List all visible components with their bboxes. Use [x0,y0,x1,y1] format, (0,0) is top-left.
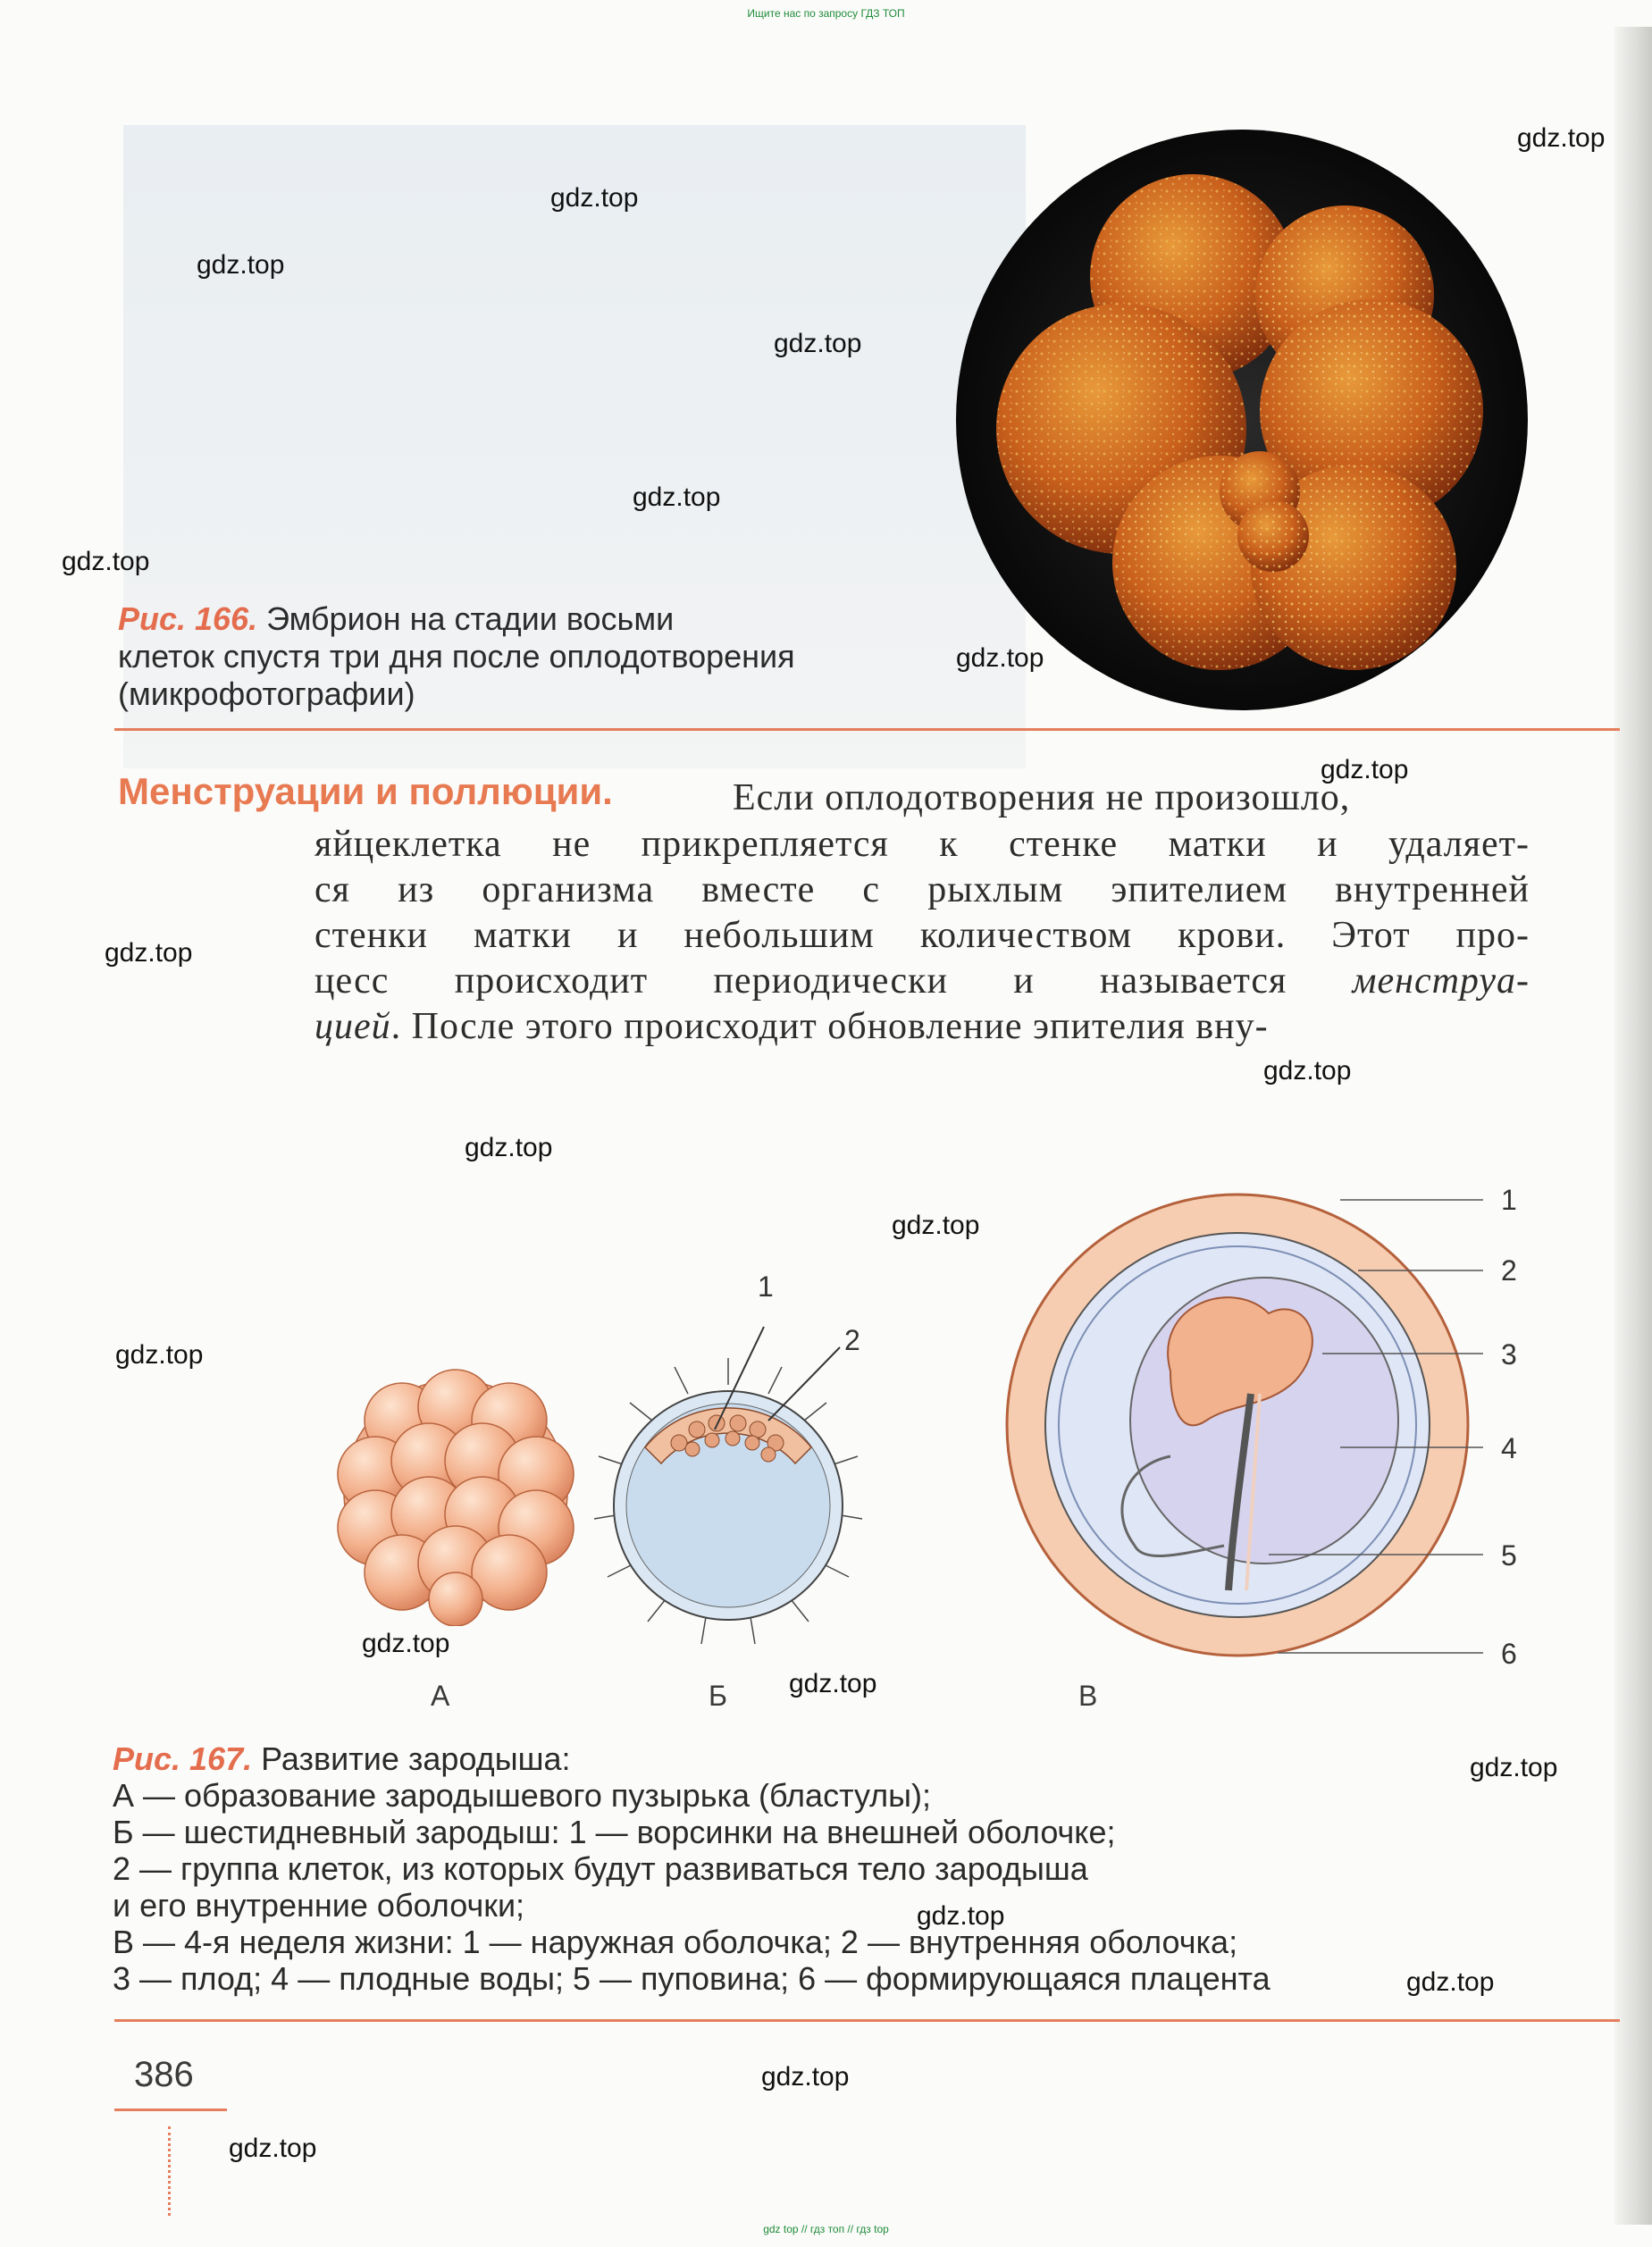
figure167-v-number-4: 4 [1501,1432,1517,1464]
term-menstruation-a: менструа- [1352,960,1530,1002]
watermark: gdz.top [465,1133,553,1162]
figure167-title: Развитие зародыша: [261,1740,571,1777]
body-line-3: стенки матки и небольшим количеством крови. Этот про- [314,915,1530,956]
watermark: gdz.top [1406,1967,1495,1997]
figure166-embryo-image [952,125,1532,715]
figure167-b-diagram [581,1304,876,1662]
figure167-letter-a: А [431,1680,450,1712]
section-body [314,822,1530,1050]
figure167-letter-b: Б [709,1680,727,1712]
page-number-underline [114,2109,227,2111]
body-line-4: цесс происходит периодически и называется менструа- [314,960,1530,1002]
figure167-b-number-2: 2 [844,1324,860,1356]
figure167-label: Рис. 167. [113,1740,253,1777]
section-first-line: Если оплодотворения не произошло, [733,777,1351,818]
figure167-a-diagram [322,1358,590,1626]
figure166-caption [118,600,922,713]
watermark: gdz.top [1263,1056,1352,1086]
figure166-caption-line2: клеток спустя три дня после оплодотворения [118,638,795,675]
figure167-b-number-1: 1 [758,1270,774,1303]
divider-top [114,728,1620,731]
figure167-v-number-3: 3 [1501,1338,1517,1371]
figure167-line-5: В — 4-я неделя жизни: 1 — наружная оболочка; 2 — внутренняя оболочка; [113,1924,1238,1960]
figure167-v-number-5: 5 [1501,1539,1517,1572]
watermark: gdz.top [62,547,150,576]
page-number: 386 [134,2055,194,2094]
body-line-5: цией. После этого происходит обновление эпителия вну- [314,1006,1269,1047]
page-edge [1614,27,1652,2225]
watermark: gdz.top [550,183,639,213]
header-note: Ищите нас по запросу ГДЗ ТОП [747,7,905,20]
body-line-1: яйцеклетка не прикрепляется к стенке матки и удаляет- [314,824,1530,865]
watermark: gdz.top [362,1629,450,1658]
figure167-line-4: и его внутренние оболочки; [113,1887,525,1924]
figure166-caption-line3: (микрофотографии) [118,675,415,712]
figure167-caption [113,1740,1417,1997]
watermark: gdz.top [229,2134,317,2163]
section-heading: Менструации и поллюции. [118,770,613,812]
figure167-v-number-2: 2 [1501,1254,1517,1287]
figure167-line-1: А — образование зародышевого пузырька (бластулы); [113,1777,932,1814]
watermark: gdz.top [1470,1753,1558,1782]
watermark: gdz.top [1321,755,1409,784]
page-margin-dots [168,2126,171,2216]
figure167-v-number-1: 1 [1501,1184,1517,1216]
watermark: gdz.top [115,1340,204,1370]
watermark: gdz.top [633,482,721,512]
figure167-v-diagram [1001,1170,1483,1671]
watermark: gdz.top [774,329,862,358]
figure167-line-3: 2 — группа клеток, из которых будут развиваться тело зародыша [113,1850,1088,1887]
term-menstruation-b: цией [314,1006,391,1047]
figure167-v-number-6: 6 [1501,1638,1517,1670]
figure166-caption-line1: Эмбрион на стадии восьми [266,600,675,637]
watermark: gdz.top [917,1901,1005,1931]
figure167-line-2: Б — шестидневный зародыш: 1 — ворсинки на внешней оболочке; [113,1814,1116,1850]
watermark: gdz.top [956,643,1044,673]
watermark: gdz.top [892,1211,980,1240]
body-line-2: ся из организма вместе с рыхлым эпителием внутренней [314,869,1530,910]
footer-note: gdz top // гдз топ // гдз top [763,2223,889,2235]
figure167-line-6: 3 — плод; 4 — плодные воды; 5 — пуповина; 6 — формирующаяся плацента [113,1960,1270,1997]
watermark: gdz.top [761,2062,850,2092]
divider-bottom [114,2019,1620,2022]
figure167-letter-v: В [1078,1680,1098,1712]
watermark: gdz.top [197,250,285,280]
watermark: gdz.top [105,938,193,968]
figure166-label: Рис. 166. [118,600,258,637]
watermark: gdz.top [1517,123,1606,153]
watermark: gdz.top [789,1669,877,1698]
